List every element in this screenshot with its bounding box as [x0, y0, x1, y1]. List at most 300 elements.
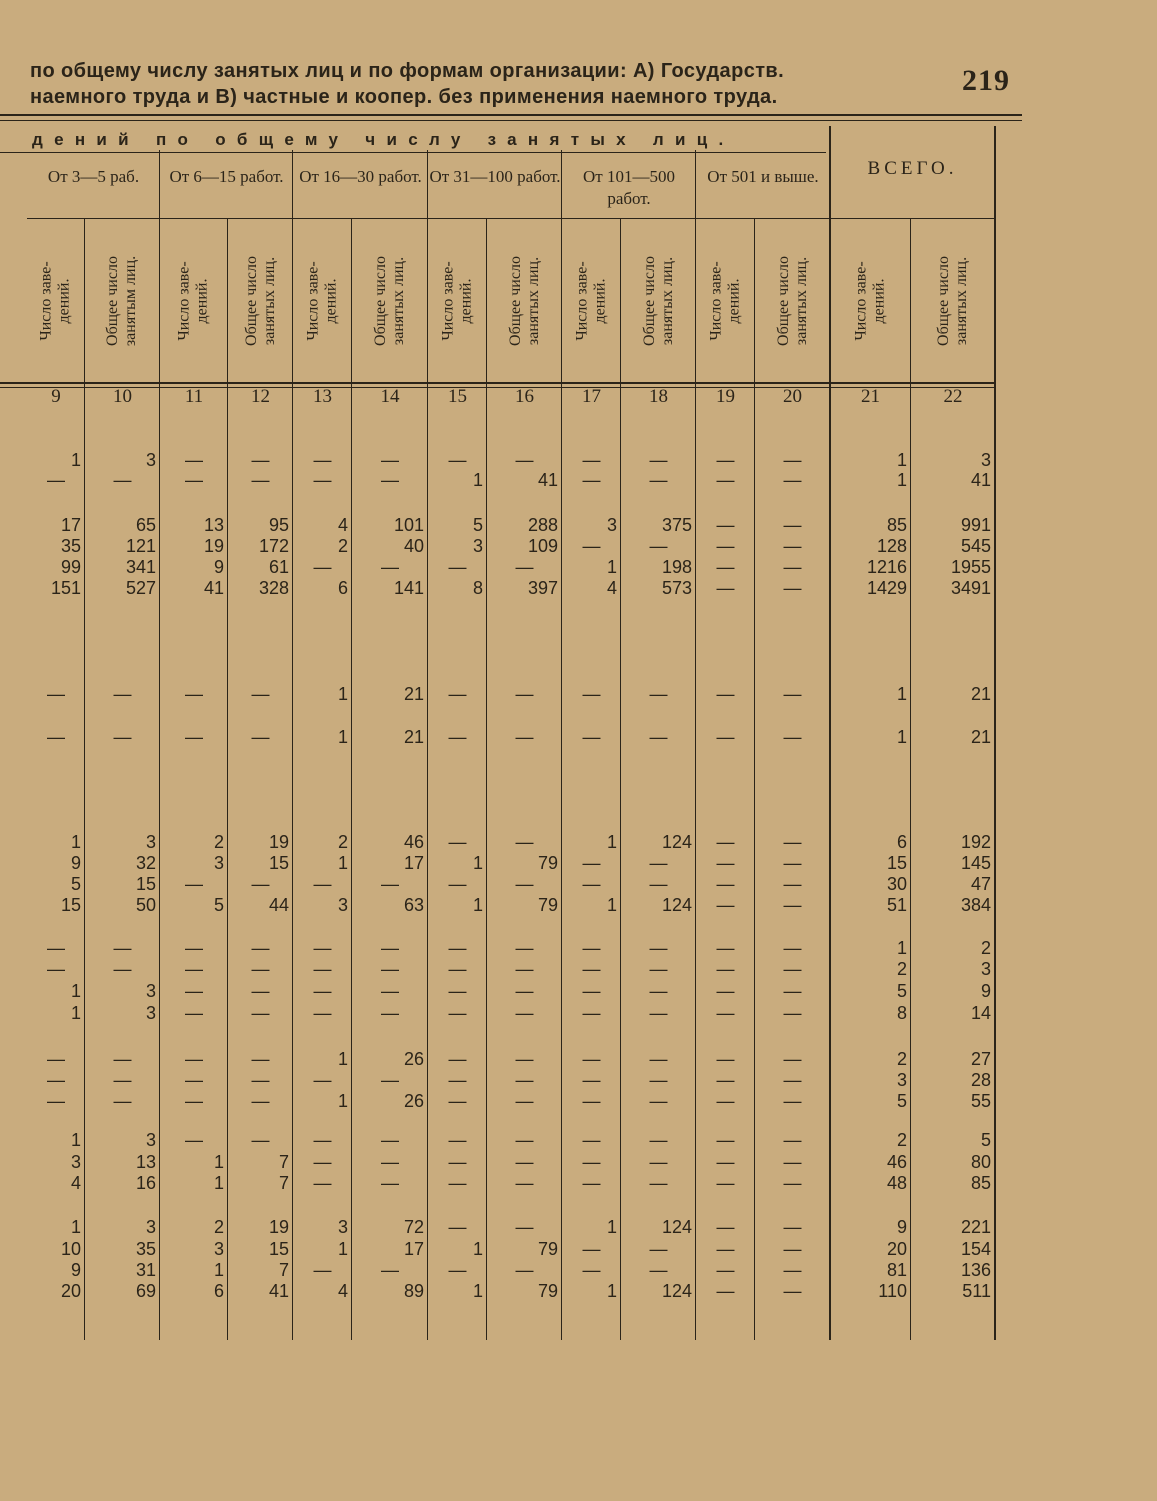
spanning-heading: дений по общему числу занятых лиц. — [32, 130, 735, 149]
table-row — [0, 535, 1157, 557]
table-cell: 3 — [980, 450, 991, 470]
table-row — [0, 1048, 1157, 1070]
table-cell: — — [716, 1070, 735, 1090]
header-line-1: по общему числу занятых лиц и по формам организации: А) Государств. — [30, 60, 785, 82]
group-heading: От 16—30 работ. — [299, 167, 422, 186]
sub-header-line: дений. — [194, 278, 212, 324]
table-cell: 1 — [70, 1130, 81, 1150]
table-cell: 9 — [70, 1260, 81, 1280]
table-cell: — — [716, 557, 735, 577]
table-cell: — — [783, 470, 802, 490]
table-cell: 81 — [886, 1260, 907, 1280]
group-rule — [696, 218, 830, 219]
table-cell: 1 — [896, 727, 907, 747]
table-cell: — — [515, 1130, 534, 1150]
sub-header-line: Число заве- — [852, 261, 870, 341]
sub-header-line: Число заве- — [38, 261, 56, 341]
column-number: 10 — [113, 386, 132, 407]
table-cell: — — [783, 536, 802, 556]
table-cell: — — [783, 1049, 802, 1069]
table-cell: — — [716, 938, 735, 958]
table-cell: 1 — [337, 684, 348, 704]
table-cell: — — [582, 684, 601, 704]
sub-header-text — [852, 261, 888, 340]
table-row — [0, 1002, 1157, 1024]
table-cell: — — [448, 1070, 467, 1090]
table-cell: 21 — [403, 727, 424, 747]
table-cell: — — [381, 1130, 399, 1150]
table-cell: — — [716, 536, 735, 556]
table-cell: — — [582, 1091, 601, 1111]
table-cell: — — [649, 536, 668, 556]
sub-header-line: Общее число — [774, 256, 792, 346]
table-cell: — — [716, 515, 735, 535]
table-row — [0, 1090, 1157, 1112]
sub-header — [830, 226, 911, 376]
table-cell: 3 — [70, 1152, 81, 1172]
table-cell: — — [582, 981, 601, 1001]
table-cell: 2 — [213, 832, 224, 852]
table-cell: — — [448, 874, 467, 894]
table-cell: 573 — [661, 578, 692, 598]
table-cell: 7 — [278, 1260, 289, 1280]
sub-header-line: Общее число — [935, 256, 953, 346]
table-cell: 3 — [213, 853, 224, 873]
table-cell: 110 — [878, 1281, 907, 1301]
table-cell: — — [716, 1003, 735, 1023]
table-cell: 1216 — [866, 557, 907, 577]
table-cell: — — [185, 470, 203, 490]
sub-header-line: дений. — [591, 278, 609, 324]
sub-header-line: дений. — [725, 278, 743, 324]
table-row — [0, 1238, 1157, 1260]
group-heading: От 6—15 работ. — [169, 167, 284, 186]
sub-header-line: занятых лиц. — [953, 256, 971, 346]
table-cell: — — [251, 450, 270, 470]
table-cell: — — [113, 1049, 132, 1069]
table-cell: — — [381, 1070, 399, 1090]
table-cell: — — [716, 1130, 735, 1150]
table-cell: 15 — [268, 1239, 289, 1259]
table-cell: 89 — [403, 1281, 424, 1301]
table-cell: 991 — [960, 515, 991, 535]
table-cell: 221 — [960, 1217, 991, 1237]
table-cell: 8 — [472, 578, 483, 598]
table-cell: 1 — [606, 1217, 617, 1237]
table-cell: 6 — [337, 578, 348, 598]
table-cell: 35 — [60, 536, 81, 556]
table-cell: — — [716, 684, 735, 704]
sub-header-line: Число заве- — [176, 261, 194, 341]
table-cell: — — [783, 1281, 802, 1301]
table-cell: — — [381, 874, 399, 894]
sub-header-text — [176, 261, 212, 340]
table-cell: — — [783, 895, 802, 915]
table-cell: 1 — [896, 938, 907, 958]
table-cell: 72 — [403, 1217, 424, 1237]
table-cell: — — [783, 1130, 802, 1150]
table-cell: — — [381, 470, 399, 490]
table-cell: 124 — [661, 895, 692, 915]
table-cell: 2 — [896, 1130, 907, 1150]
table-cell: 1 — [472, 1239, 483, 1259]
table-cell: — — [783, 959, 802, 979]
table-cell: — — [515, 938, 534, 958]
table-cell: 1 — [896, 684, 907, 704]
table-cell: — — [313, 1130, 332, 1150]
table-cell: — — [313, 1152, 332, 1172]
table-cell: 192 — [960, 832, 991, 852]
table-cell: — — [381, 959, 399, 979]
table-cell: — — [515, 557, 534, 577]
table-cell: 79 — [537, 895, 558, 915]
table-cell: — — [649, 1152, 668, 1172]
table-cell: — — [716, 470, 735, 490]
table-cell: — — [515, 727, 534, 747]
table-cell: 47 — [970, 874, 991, 894]
table-cell: — — [649, 1091, 668, 1111]
sub-header-line: Общее число — [104, 256, 122, 346]
table-cell: — — [716, 981, 735, 1001]
table-cell: — — [582, 727, 601, 747]
table-cell: 65 — [135, 515, 156, 535]
table-cell: — — [783, 1152, 802, 1172]
sub-header — [428, 226, 487, 376]
table-cell: — — [783, 981, 802, 1001]
table-cell: — — [251, 727, 270, 747]
table-cell: — — [783, 832, 802, 852]
sub-header-line: Общее число — [372, 256, 390, 346]
column-number: 9 — [51, 386, 61, 407]
column-number: 12 — [251, 386, 270, 407]
table-row — [0, 958, 1157, 980]
table-cell: 511 — [962, 1281, 991, 1301]
table-cell: — — [582, 470, 601, 490]
table-cell: 46 — [403, 832, 424, 852]
group-rule — [428, 218, 562, 219]
table-cell: — — [47, 1091, 65, 1111]
table-cell: — — [582, 853, 601, 873]
table-cell: 28 — [970, 1070, 991, 1090]
table-cell: 19 — [268, 832, 289, 852]
sub-header-text — [641, 256, 677, 346]
table-row — [0, 726, 1157, 748]
table-cell: 21 — [403, 684, 424, 704]
table-cell: — — [113, 727, 132, 747]
table-cell: — — [113, 959, 132, 979]
table-cell: — — [515, 1260, 534, 1280]
sub-header — [755, 226, 830, 376]
column-number: 22 — [943, 386, 963, 407]
table-cell: 48 — [886, 1173, 907, 1193]
table-cell: 10 — [60, 1239, 81, 1259]
sub-header — [487, 226, 562, 376]
table-cell: — — [313, 470, 332, 490]
table-row — [0, 469, 1157, 491]
table-cell: 85 — [886, 515, 907, 535]
table-cell: 9 — [980, 981, 991, 1001]
table-cell: 328 — [258, 578, 289, 598]
table-cell: — — [649, 727, 668, 747]
table-cell: 3 — [896, 1070, 907, 1090]
table-cell: — — [448, 450, 467, 470]
table-cell: — — [448, 727, 467, 747]
table-cell: — — [515, 1091, 534, 1111]
table-cell: 124 — [661, 832, 692, 852]
table-cell: — — [783, 557, 802, 577]
table-row — [0, 937, 1157, 959]
table-cell: 99 — [60, 557, 81, 577]
sub-header-line: Общее число — [242, 256, 260, 346]
table-cell: 151 — [50, 578, 81, 598]
table-cell: 2 — [337, 832, 348, 852]
table-cell: — — [185, 1049, 203, 1069]
table-cell: 41 — [203, 578, 224, 598]
table-row — [0, 1129, 1157, 1151]
table-cell: — — [448, 1260, 467, 1280]
sub-header-line: дений. — [870, 278, 888, 324]
sub-header-line: дений. — [322, 278, 340, 324]
table-cell: — — [783, 1091, 802, 1111]
table-cell: 341 — [125, 557, 156, 577]
column-number: 11 — [184, 386, 204, 407]
total-heading: ВСЕГО. — [867, 158, 958, 179]
table-cell: 1 — [606, 832, 617, 852]
sub-header-line: занятых лиц. — [390, 256, 408, 346]
table-cell: — — [649, 959, 668, 979]
table-cell: — — [649, 1003, 668, 1023]
table-cell: 19 — [203, 536, 224, 556]
table-row — [0, 1172, 1157, 1194]
table-row — [0, 852, 1157, 874]
table-cell: 14 — [970, 1003, 991, 1023]
sub-header — [352, 226, 428, 376]
group-rule — [160, 218, 293, 219]
table-row — [0, 1151, 1157, 1173]
table-cell: — — [313, 1260, 332, 1280]
table-cell: 1 — [70, 832, 81, 852]
table-cell: — — [515, 1049, 534, 1069]
table-cell: 2 — [337, 536, 348, 556]
table-cell: 13 — [135, 1152, 156, 1172]
sub-header-line: занятым лиц. — [122, 255, 140, 347]
table-cell: 95 — [268, 515, 289, 535]
table-cell: 79 — [537, 1239, 558, 1259]
sub-header-text — [38, 261, 74, 340]
table-cell: — — [313, 1003, 332, 1023]
table-cell: 44 — [268, 895, 289, 915]
sub-header — [228, 226, 293, 376]
table-cell: — — [783, 1260, 802, 1280]
table-cell: — — [582, 938, 601, 958]
table-cell: — — [582, 874, 601, 894]
table-cell: 5 — [896, 1091, 907, 1111]
table-cell: — — [515, 874, 534, 894]
table-cell: — — [47, 1070, 65, 1090]
table-cell: — — [716, 1049, 735, 1069]
table-cell: — — [716, 1152, 735, 1172]
table-cell: — — [716, 959, 735, 979]
table-cell: — — [783, 1173, 802, 1193]
table-cell: — — [448, 557, 467, 577]
table-cell: — — [47, 470, 65, 490]
table-cell: 30 — [886, 874, 907, 894]
table-cell: 40 — [403, 536, 424, 556]
table-cell: — — [716, 578, 735, 598]
table-cell: 3 — [145, 832, 156, 852]
sub-header-line: Число заве- — [304, 261, 322, 341]
table-cell: 1 — [606, 895, 617, 915]
table-cell: — — [716, 727, 735, 747]
table-cell: — — [313, 1070, 332, 1090]
table-cell: 145 — [960, 853, 991, 873]
table-cell: 4 — [337, 515, 348, 535]
table-cell: 69 — [135, 1281, 156, 1301]
table-cell: — — [783, 450, 802, 470]
sub-header — [911, 226, 995, 376]
table-cell: 198 — [661, 557, 692, 577]
table-cell: 13 — [203, 515, 224, 535]
table-cell: 1 — [337, 1239, 348, 1259]
table-cell: — — [381, 450, 399, 470]
sub-header-line: Число заве- — [707, 261, 725, 341]
table-row — [0, 556, 1157, 578]
sub-header-line: занятых лиц. — [260, 256, 278, 346]
table-cell: — — [649, 1173, 668, 1193]
column-number: 21 — [861, 386, 880, 407]
table-cell: 1 — [70, 1217, 81, 1237]
table-cell: 4 — [606, 578, 617, 598]
table-cell: 288 — [527, 515, 558, 535]
table-cell: 21 — [970, 684, 991, 704]
table-cell: 375 — [661, 515, 692, 535]
table-cell: — — [515, 450, 534, 470]
table-cell: — — [582, 959, 601, 979]
table-cell: 26 — [403, 1049, 424, 1069]
table-cell: — — [448, 1091, 467, 1111]
table-cell: 32 — [135, 853, 156, 873]
table-cell: — — [649, 1130, 668, 1150]
table-cell: 1 — [472, 853, 483, 873]
table-row — [0, 577, 1157, 599]
table-cell: — — [515, 1152, 534, 1172]
table-cell: — — [381, 1173, 399, 1193]
table-cell: — — [448, 1003, 467, 1023]
table-cell: — — [313, 959, 332, 979]
table-cell: 1 — [337, 1091, 348, 1111]
table-row — [0, 1280, 1157, 1302]
heading-rule — [0, 152, 826, 153]
sub-header — [160, 226, 228, 376]
sub-header-text — [372, 256, 408, 346]
table-row — [0, 1216, 1157, 1238]
table-cell: — — [313, 938, 332, 958]
table-cell: 128 — [876, 536, 907, 556]
table-cell: — — [783, 874, 802, 894]
sub-header-text — [440, 261, 476, 340]
table-cell: — — [113, 684, 132, 704]
table-cell: — — [251, 684, 270, 704]
table-cell: — — [47, 938, 65, 958]
table-cell: 5 — [896, 981, 907, 1001]
group-rule — [830, 218, 995, 219]
table-cell: — — [783, 684, 802, 704]
table-cell: — — [582, 536, 601, 556]
table-cell: 1429 — [866, 578, 907, 598]
table-cell: 154 — [960, 1239, 991, 1259]
table-cell: — — [113, 470, 132, 490]
table-cell: — — [716, 1260, 735, 1280]
page-number: 219 — [962, 64, 1010, 97]
table-cell: 9 — [70, 853, 81, 873]
table-cell: — — [515, 832, 534, 852]
table-cell: — — [515, 1217, 534, 1237]
sub-header-text — [305, 261, 341, 340]
table-cell: — — [185, 727, 203, 747]
table-cell: 3 — [980, 959, 991, 979]
sub-header — [562, 226, 621, 376]
table-cell: 21 — [970, 727, 991, 747]
table-cell: — — [448, 981, 467, 1001]
table-cell: 141 — [393, 578, 424, 598]
table-cell: 17 — [403, 853, 424, 873]
table-cell: 2 — [980, 938, 991, 958]
table-cell: — — [582, 1003, 601, 1023]
table-row — [0, 514, 1157, 536]
table-cell: — — [716, 895, 735, 915]
sub-header-line: Число заве- — [573, 261, 591, 341]
group-heading: От 31—100 работ. — [429, 167, 561, 186]
table-cell: 1 — [472, 1281, 483, 1301]
table-cell: 35 — [135, 1239, 156, 1259]
table-cell: 101 — [393, 515, 424, 535]
top-rule — [0, 114, 1022, 116]
table-cell: 1 — [337, 727, 348, 747]
table-cell: 9 — [896, 1217, 907, 1237]
table-cell: 109 — [527, 536, 558, 556]
table-cell: 31 — [135, 1260, 156, 1280]
table-cell: — — [185, 684, 203, 704]
table-cell: — — [448, 1217, 467, 1237]
column-number: 19 — [716, 386, 735, 407]
table-cell: — — [185, 938, 203, 958]
table-cell: — — [783, 1003, 802, 1023]
table-cell: 172 — [258, 536, 289, 556]
table-cell: — — [448, 1152, 467, 1172]
table-cell: — — [185, 1003, 203, 1023]
table-cell: 63 — [403, 895, 424, 915]
table-cell: 3491 — [950, 578, 991, 598]
table-cell: 4 — [70, 1173, 81, 1193]
table-cell: 15 — [886, 853, 907, 873]
column-number: 13 — [313, 386, 332, 407]
table-cell: 7 — [278, 1152, 289, 1172]
table-cell: 51 — [886, 895, 907, 915]
column-number: 15 — [448, 386, 467, 407]
table-cell: 3 — [145, 1130, 156, 1150]
column-number: 17 — [582, 386, 601, 407]
sub-header-line: Число заве- — [439, 261, 457, 341]
table-row — [0, 873, 1157, 895]
table-cell: 3 — [145, 450, 156, 470]
table-cell: 136 — [960, 1260, 991, 1280]
sub-header-line: занятых лиц. — [658, 256, 676, 346]
table-cell: — — [649, 1260, 668, 1280]
table-cell: 17 — [403, 1239, 424, 1259]
table-cell: — — [47, 684, 65, 704]
table-cell: — — [185, 1091, 203, 1111]
sub-header-text — [105, 256, 141, 346]
